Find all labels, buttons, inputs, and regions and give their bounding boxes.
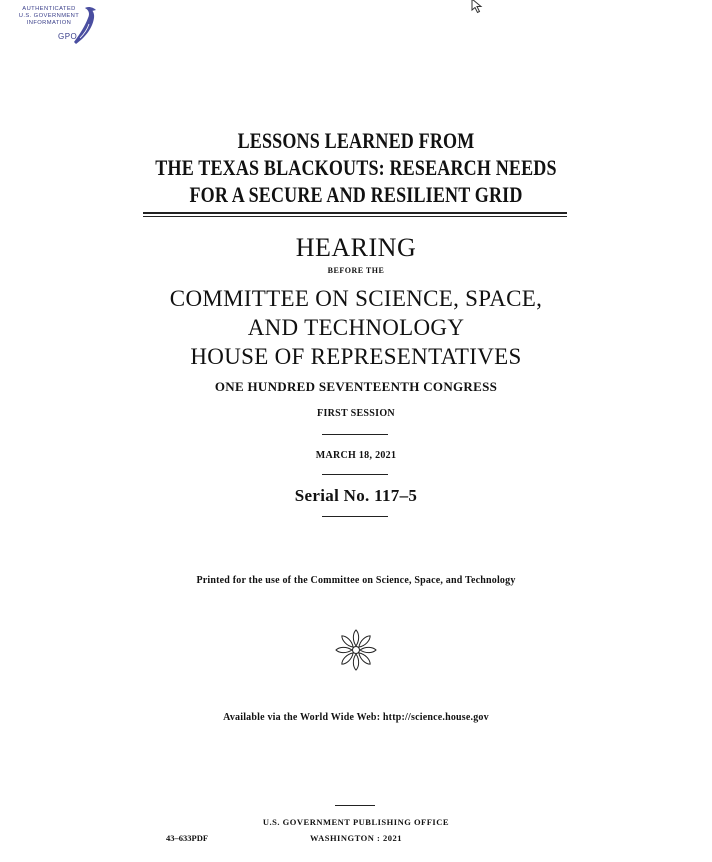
session-label: FIRST SESSION: [317, 408, 395, 419]
serial-number: Serial No. 117–5: [294, 486, 418, 505]
divider: [322, 516, 388, 517]
title-line-3: FOR A SECURE AND RESILIENT GRID: [189, 182, 523, 207]
logo-line-3: INFORMATION: [26, 20, 72, 26]
hearing-heading: HEARING: [295, 233, 417, 262]
congress-label: ONE HUNDRED SEVENTEENTH CONGRESS: [214, 379, 498, 394]
committee-line-1: COMMITTEE ON SCIENCE, SPACE,: [169, 286, 543, 311]
logo-gpo-mark: GPO: [58, 32, 78, 41]
availability-note: Available via the World Wide Web: http://science.house.gov: [223, 712, 489, 723]
mouse-pointer-icon: [471, 0, 485, 14]
printed-for-note: Printed for the use of the Committee on Science, Space, and Technology: [196, 575, 516, 586]
title-line-2: THE TEXAS BLACKOUTS: RESEARCH NEEDS: [155, 155, 557, 180]
committee-line-2: AND TECHNOLOGY: [247, 315, 465, 340]
eagle-icon: [70, 4, 100, 48]
flower-ornament-icon: [333, 627, 379, 673]
hearing-date: MARCH 18, 2021: [315, 450, 397, 461]
publication-city-year: WASHINGTON : 2021: [310, 833, 402, 843]
logo-line-2: U.S. GOVERNMENT: [18, 13, 80, 19]
before-the-label: BEFORE THE: [327, 266, 385, 275]
publishing-office: U.S. GOVERNMENT PUBLISHING OFFICE: [262, 817, 450, 827]
title-line-1: LESSONS LEARNED FROM: [237, 128, 475, 153]
title-rule-thin: [143, 216, 567, 217]
footer-divider: [335, 805, 375, 806]
gpo-authenticated-logo: [14, 4, 106, 48]
title-rule-thick: [143, 212, 567, 214]
divider: [322, 434, 388, 435]
jacket-number: 43–633PDF: [166, 833, 209, 843]
divider: [322, 474, 388, 475]
committee-line-3: HOUSE OF REPRESENTATIVES: [190, 344, 522, 369]
logo-line-1: AUTHENTICATED: [22, 6, 76, 12]
